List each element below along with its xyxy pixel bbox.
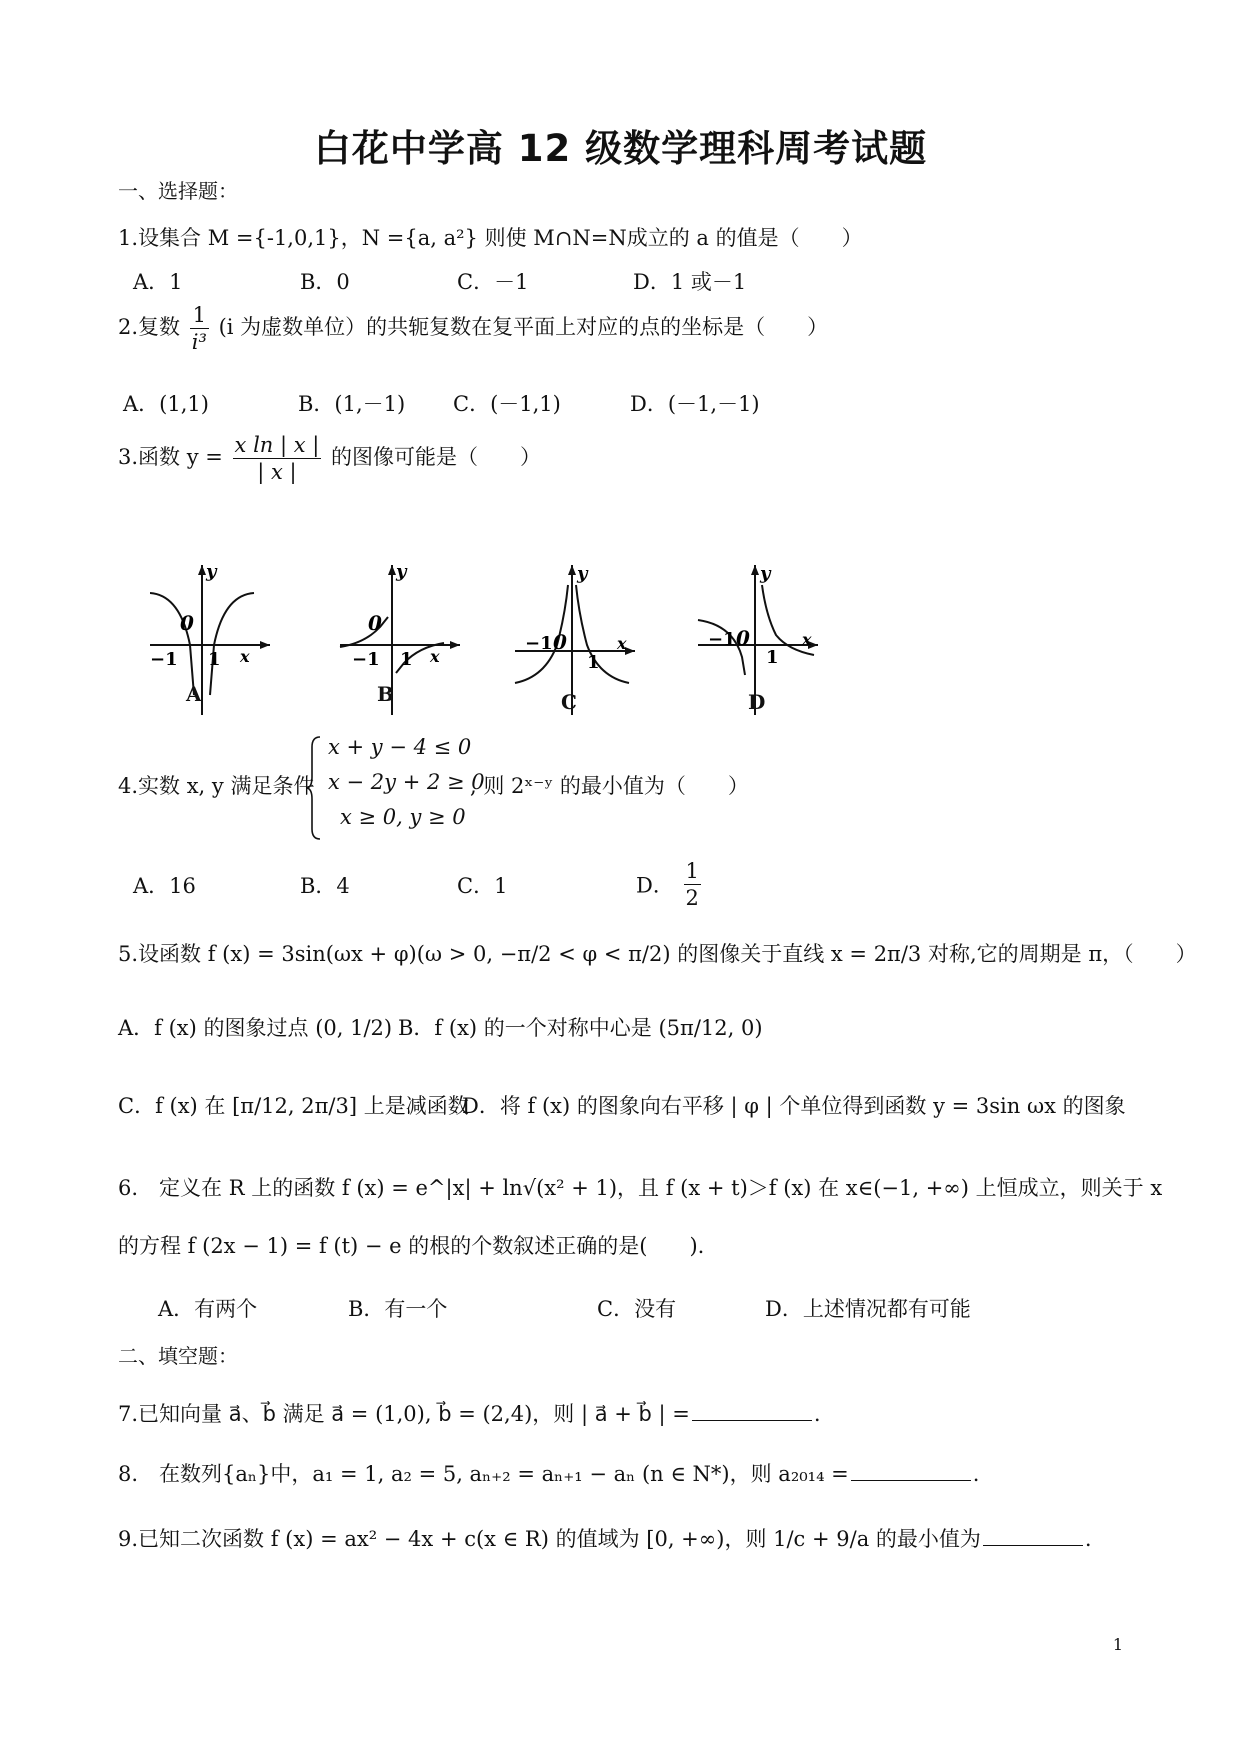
q4-condition-1: x + y − 4 ≤ 0: [328, 735, 472, 759]
q9-text: 9.已知二次函数 f (x) = ax² − 4x + c(x ∈ R) 的值域为 [0, +∞)，则 1/c + 9/a 的最小值为: [118, 1527, 981, 1551]
svg-text:y: y: [760, 565, 771, 584]
q3-denominator: | x |: [257, 460, 297, 484]
q2-option-b: B．(1,－1): [298, 392, 406, 416]
svg-text:x: x: [802, 630, 812, 649]
q2-option-c: C．(－1,1): [453, 392, 561, 416]
q8-end: .: [972, 1462, 980, 1486]
svg-text:−1: −1: [525, 633, 553, 654]
question-3: [118, 432, 1138, 485]
q2-fraction: [190, 302, 209, 355]
q5-option-a: A．f (x) 的图象过点 (0, 1/2): [118, 1016, 393, 1040]
q4-option-b: B．4: [300, 874, 350, 898]
q7-answer-blank[interactable]: [692, 1400, 812, 1421]
question-5: 5.设函数 f (x) = 3sin(ωx + φ)(ω > 0, −π/2 < φ < π/2) 的图像关于直线 x = 2π/3 对称,它的周期是 π，（ ）: [118, 942, 1197, 966]
svg-text:0: 0: [553, 630, 567, 654]
q3-suffix: 的图像可能是（ ）: [331, 445, 542, 469]
question-6-line-1: 6. 定义在 R 上的函数 f (x) = e^|x| + ln√(x² + 1)，且 f (x + t)＞f (x) 在 x∈(−1, +∞) 上恒成立，则关于 x: [118, 1176, 1163, 1200]
q3-graph-a: [150, 565, 270, 715]
q1-option-d: D．1 或－1: [633, 270, 747, 294]
q3-prefix: 3.函数 y =: [118, 445, 223, 469]
q4-brace-icon: [306, 735, 322, 841]
svg-text:0: 0: [368, 611, 382, 635]
q2-numerator: 1: [190, 302, 209, 329]
q2-option-d: D．(－1,－1): [630, 392, 760, 416]
svg-text:−1: −1: [352, 649, 380, 670]
svg-text:y: y: [577, 565, 588, 584]
svg-text:x: x: [240, 647, 250, 666]
svg-text:1: 1: [208, 649, 221, 670]
svg-text:0: 0: [180, 611, 194, 635]
q1-option-c: C．－1: [457, 270, 529, 294]
svg-text:x: x: [617, 634, 627, 653]
q7-end: .: [813, 1402, 821, 1426]
q4-option-d-numerator: 1: [685, 859, 699, 883]
q1-option-a: A．1: [133, 270, 183, 294]
q4-option-d-fraction: [684, 858, 701, 911]
q4-condition-2: x − 2y + 2 ≥ 0: [328, 770, 485, 794]
q3-graph-c-label: C: [561, 690, 577, 714]
question-6-line-2: 的方程 f (2x − 1) = f (t) − e 的根的个数叙述正确的是( ).: [118, 1234, 705, 1258]
q4-option-c: C．1: [457, 874, 508, 898]
svg-text:y: y: [396, 565, 407, 582]
q4-option-a: A．16: [133, 874, 196, 898]
q1-option-b: B．0: [300, 270, 350, 294]
q6-option-a: A．有两个: [158, 1297, 258, 1321]
q6-option-c: C．没有: [597, 1297, 677, 1321]
question-7: [118, 1398, 1138, 1428]
q3-numerator: x ln | x |: [234, 433, 320, 457]
q9-end: .: [1084, 1527, 1092, 1551]
q6-option-b: B．有一个: [348, 1297, 448, 1321]
q6-option-d: D．上述情况都有可能: [765, 1297, 971, 1321]
q8-text: 8. 在数列{aₙ}中，a₁ = 1, a₂ = 5, aₙ₊₂ = aₙ₊₁ − aₙ (n ∈ N*)，则 a₂₀₁₄ =: [118, 1462, 849, 1486]
svg-text:−1: −1: [708, 629, 736, 650]
svg-text:x: x: [430, 647, 440, 666]
svg-text:1: 1: [400, 649, 413, 670]
q2-denominator: i³: [191, 330, 207, 354]
q3-graph-b: [340, 565, 460, 715]
q3-graph-d-label: D: [748, 690, 766, 714]
section-multiple-choice: 一、选择题：: [118, 179, 238, 203]
svg-text:y: y: [206, 565, 217, 582]
q2-prefix: 2.复数: [118, 315, 181, 339]
q9-answer-blank[interactable]: [983, 1525, 1083, 1546]
q7-text: 7.已知向量 a⃗、b⃗ 满足 a⃗ = (1,0), b⃗ = (2,4)，则 | a⃗ + b⃗ | =: [118, 1402, 690, 1426]
q3-graph-options: [150, 565, 930, 715]
question-8: [118, 1458, 1138, 1488]
q3-graph-a-label: A: [186, 682, 202, 706]
q2-option-a: A．(1,1): [123, 392, 209, 416]
q4-option-d-denominator: 2: [685, 886, 699, 910]
q4-option-d: [636, 858, 704, 911]
question-2: [118, 302, 1138, 355]
q3-fraction: [233, 432, 322, 485]
svg-text:−1: −1: [150, 649, 178, 670]
svg-text:0: 0: [736, 626, 750, 650]
page-title: 白花中学高 12 级数学理科周考试题: [313, 127, 928, 170]
question-1: 1.设集合 M ={-1,0,1}，N ={a, a²} 则使 M∩N=N成立的 a 的值是（ ）: [118, 226, 863, 250]
q2-suffix: (i 为虚数单位）的共轭复数在复平面上对应的点的坐标是（ ）: [218, 315, 829, 339]
question-9: [118, 1523, 1138, 1553]
q4-option-d-label: D．: [636, 873, 674, 898]
svg-text:1: 1: [587, 652, 600, 673]
q4-condition-3: x ≥ 0, y ≥ 0: [340, 805, 466, 829]
page-number: 1: [1112, 1635, 1123, 1654]
question-4-prefix: 4.实数 x, y 满足条件: [118, 774, 315, 798]
section-fill-in: 二、填空题：: [118, 1344, 238, 1368]
q8-answer-blank[interactable]: [851, 1460, 971, 1481]
q5-option-b: B．f (x) 的一个对称中心是 (5π/12, 0): [398, 1016, 763, 1040]
q4-suffix: , 则 2ˣ⁻ʸ 的最小值为（ ）: [470, 774, 749, 798]
q3-graph-b-label: B: [377, 682, 394, 706]
q5-option-c: C．f (x) 在 [π/12, 2π/3] 上是减函数: [118, 1094, 469, 1118]
q5-option-d: D．将 f (x) 的图象向右平移 | φ | 个单位得到函数 y = 3sin ωx 的图象: [462, 1094, 1126, 1118]
svg-text:1: 1: [766, 647, 779, 668]
